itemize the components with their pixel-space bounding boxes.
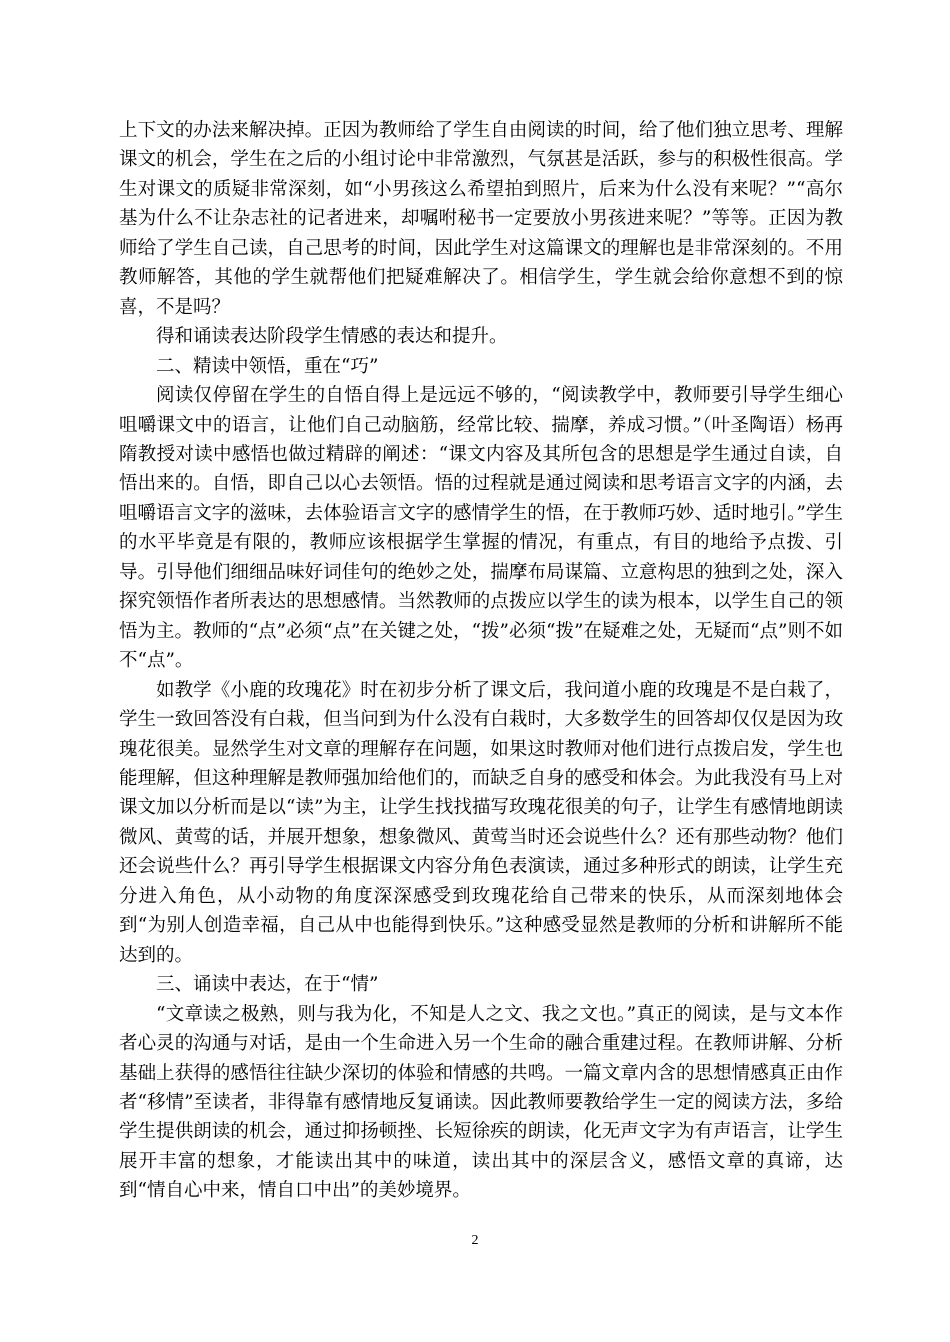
- paragraph-recitation: “文章读之极熟，则与我为化，不知是人之文、我之文也。”真正的阅读，是与文本作者心灵的沟通与对话，是由一个生命进入另一个生命的融合重建过程。在教师讲解、分析基础上获得的感悟往往缺少深切的体验和情感的共鸣。一篇文章内含的思想情感真正由作者“移情”至读者，非得靠有感情地反复诵读。因此教师要教给学生一定的阅读方法，多给学生提供朗读的机会，通过抑扬顿挫、长短徐疾的朗读，化无声文字为有声语言，让学生展开丰富的想象，才能读出其中的味道，读出其中的深层含义，感悟文章的真谛，达到“情自心中来，情自口中出”的美妙境界。: [119, 1003, 843, 1202]
- paragraph-summary-fragment: 得和诵读表达阶段学生情感的表达和提升。: [156, 326, 508, 348]
- paragraph-example-rose: 如教学《小鹿的玫瑰花》时在初步分析了课文后，我问道小鹿的玫瑰是不是白栽了，学生一致回答没有白栽，但当问到为什么没有白栽时，大多数学生的回答却仅仅是因为玫瑰花很美。显然学生对文章的理解存在问题，如果这时教师对他们进行点拨启发，学生也能理解，但这种理解是教师强加给他们的，而缺乏自身的感受和体会。为此我没有马上对课文加以分析而是以“读”为主，让学生找找描写玫瑰花很美的句子，让学生有感情地朗读微风、黄莺的话，并展开想象，想象微风、黄莺当时还会说些什么？还有那些动物？他们还会说些什么？再引导学生根据课文内容分角色表演读，通过多种形式的朗读，让学生充分进入角色，从小动物的角度深深感受到玫瑰花给自己带来的快乐，从而深刻地体会到“为别人创造幸福，自己从中也能得到快乐。”这种感受显然是教师的分析和讲解所不能达到的。: [119, 679, 843, 966]
- page-number: 2: [471, 1233, 479, 1248]
- paragraph-continuation: 上下文的办法来解决掉。正因为教师给了学生自由阅读的时间，给了他们独立思考、理解课文的机会，学生在之后的小组讨论中非常激烈，气氛甚是活跃，参与的积极性很高。学生对课文的质疑非常深刻，如“小男孩这么希望拍到照片，后来为什么没有来呢？”“高尔基为什么不让杂志社的记者进来，却嘱咐秘书一定要放小男孩进来呢？”等等。正因为教师给了学生自己读，自己思考的时间，因此学生对这篇课文的理解也是非常深刻的。不用教师解答，其他的学生就帮他们把疑难解决了。相信学生，学生就会给你意想不到的惊喜，不是吗？: [119, 120, 843, 318]
- section-heading-2: 二、精读中领悟，重在“巧”: [156, 355, 379, 377]
- document-body: [119, 116, 843, 1206]
- section-heading-3: 三、诵读中表达，在于“情”: [156, 974, 379, 996]
- paragraph-intensive-reading: 阅读仅停留在学生的自悟自得上是远远不够的，“阅读教学中，教师要引导学生细心咀嚼课文中的语言，让他们自己动脑筋，经常比较、揣摩，养成习惯。”（叶圣陶语）杨再隋教授对读中感悟也做过精辟的阐述：“课文内容及其所包含的思想是学生通过自读，自悟出来的。自悟，即自己以心去领悟。悟的过程就是通过阅读和思考语言文字的内涵，去咀嚼语言文字的滋味，去体验语言文字的感情学生的悟，在于教师巧妙、适时地引。”学生的水平毕竟是有限的，教师应该根据学生掌握的情况，有重点，有目的地给予点拨、引导。引导他们细细品味好词佳句的绝妙之处，揣摩布局谋篇、立意构思的独到之处，深入探究领悟作者所表达的思想感情。当然教师的点拨应以学生的读为根本，以学生自己的领悟为主。教师的“点”必须“点”在关键之处，“拨”必须“拨”在疑难之处，无疑而“点”则不如不“点”。: [119, 385, 843, 672]
